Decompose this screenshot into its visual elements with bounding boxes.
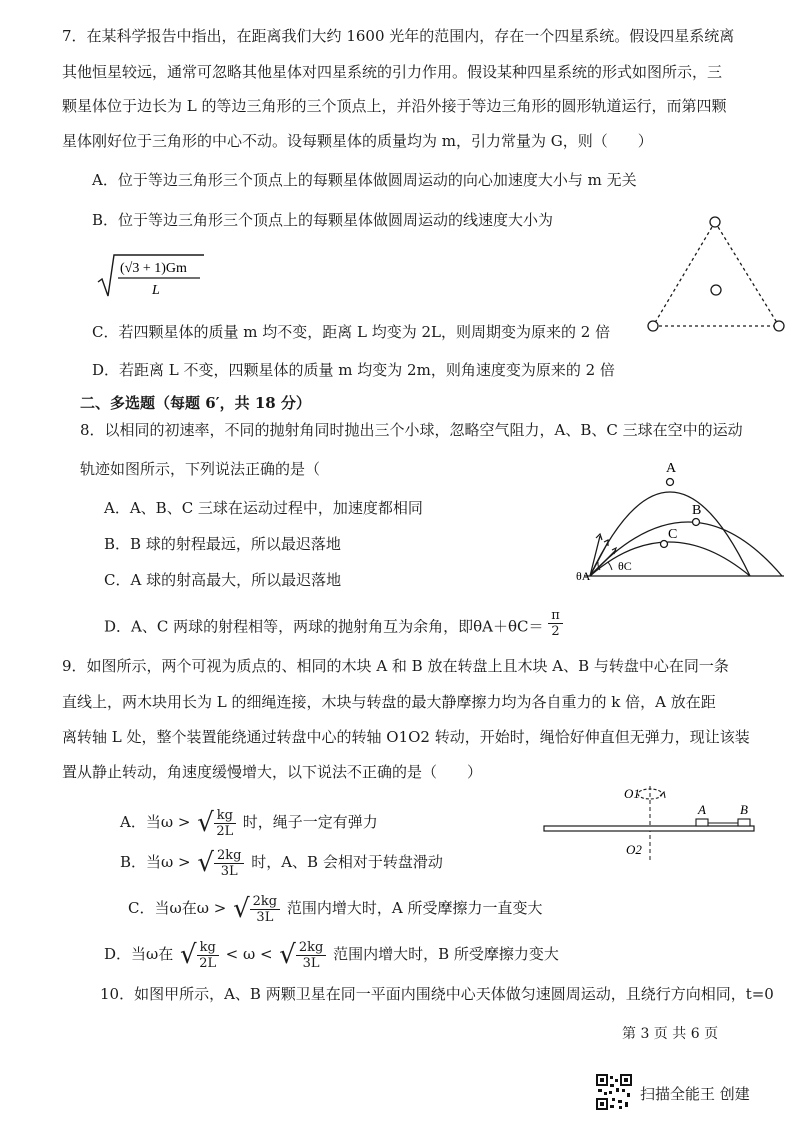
label-theta-c: θC: [618, 559, 632, 573]
radical-sign: √: [197, 848, 214, 878]
q9-stem-line-4: 置从静止转动，角速度缓慢增大，以下说法不正确的是（ ）: [62, 763, 483, 781]
q9-option-d-inequality: < ω <: [225, 945, 273, 963]
fraction-denominator: 3L: [256, 909, 274, 925]
q8-option-b: B．B 球的射程最远，所以最迟落地: [104, 535, 341, 553]
trajectory-c: [590, 542, 750, 576]
q9-option-b-sqrt: [197, 848, 244, 879]
label-c: C: [668, 527, 678, 542]
q9-option-d-sqrt-2: [279, 940, 326, 971]
page-number: 第 3 页 共 6 页: [622, 1026, 719, 1042]
q8-option-a: A．A、B、C 三球在运动过程中，加速度都相同: [104, 499, 423, 517]
q9-option-c-sqrt: [233, 894, 280, 925]
q8-stem-line-1: 8．以相同的初速率，不同的抛射角同时抛出三个小球，忽略空气阻力，A、B、C 三球在空中的运动: [80, 421, 743, 439]
q9-option-c-fraction: [250, 894, 280, 925]
fraction-denominator: 3L: [302, 955, 320, 971]
label-theta-a: θA: [576, 569, 591, 583]
q7-stem-line-3: 颗星体位于边长为 L 的等边三角形的三个顶点上，并沿外接于等边三角形的圆形轨道运行，而第四颗: [62, 97, 727, 115]
velocity-arrow-b: [590, 542, 608, 576]
ball-c: [661, 541, 668, 548]
q7-option-b: B．位于等边三角形三个顶点上的每颗星体做圆周运动的线速度大小为: [92, 211, 554, 229]
angle-arc-c: [608, 562, 612, 570]
radical-sign: √: [279, 940, 296, 970]
q8-option-d: [104, 608, 563, 643]
radical-sign: √: [197, 808, 214, 838]
radical-sign: √: [233, 894, 250, 924]
rotation-arrowhead: [660, 792, 665, 798]
q9-option-c-prefix: C．当ω在ω >: [128, 899, 227, 917]
q7-sqrt-formula: [96, 252, 206, 300]
q9-option-b-suffix: 时，A、B 会相对于转盘滑动: [251, 853, 443, 871]
q7-four-star-figure: [645, 212, 790, 337]
star-bottom-left: [648, 321, 658, 331]
q9-option-a-prefix: A．当ω >: [120, 813, 191, 831]
fraction-denominator: 2: [551, 624, 560, 639]
q9-option-b-prefix: B．当ω >: [120, 853, 191, 871]
label-o2: O2: [626, 842, 642, 857]
q7-formula-denominator: L: [152, 283, 160, 298]
scanner-watermark: 扫描全能王 创建: [640, 1085, 750, 1103]
fraction-denominator: 2L: [199, 955, 217, 971]
q9-turntable-figure: [540, 782, 760, 862]
q9-option-a-fraction: [214, 808, 236, 839]
star-center: [711, 285, 721, 295]
q8-option-c: C．A 球的射高最大，所以最迟落地: [104, 571, 342, 589]
triangle-edge-left: [653, 222, 715, 326]
q10-stem-line-1: 10．如图甲所示，A、B 两颗卫星在同一平面内围绕中心天体做匀速圆周运动，且绕行方向相同，t=0: [100, 985, 774, 1003]
q9-stem-line-3: 离转轴 L 处，整个装置能绕通过转盘中心的转轴 O1O2 转动，开始时，绳恰好伸直但无弹力，现让该装: [62, 728, 750, 746]
ball-a: [667, 479, 674, 486]
fraction-denominator: 3L: [220, 863, 238, 879]
q9-option-a-suffix: 时，绳子一定有弹力: [242, 813, 378, 831]
q9-option-a: [120, 802, 378, 842]
label-o1: O1: [624, 786, 640, 801]
section-2-heading: 二、多选题（每题 6′，共 18 分）: [80, 394, 311, 412]
q9-option-c-suffix: 范围内增大时，A 所受摩擦力一直变大: [286, 899, 543, 917]
label-a: A: [666, 461, 677, 476]
q9-option-d-sqrt-1: [180, 940, 219, 971]
q9-stem-line-2: 直线上，两木块用长为 L 的细绳连接，木块与转盘的最大静摩擦力均为各自重力的 k 倍，A 放在距: [62, 693, 716, 711]
q9-option-c: [128, 888, 543, 928]
q7-formula-numerator: (√3 + 1)Gm: [120, 261, 187, 276]
label-b: B: [740, 802, 748, 817]
fraction-numerator: kg: [197, 940, 219, 956]
q7-stem-line-4: 星体刚好位于三角形的中心不动。设每颗星体的质量均为 m，引力常量为 G，则（ ）: [62, 132, 653, 150]
qr-code-icon: [596, 1074, 632, 1110]
q7-option-a: A．位于等边三角形三个顶点上的每颗星体做圆周运动的向心加速度大小与 m 无关: [92, 171, 637, 189]
block-b: [738, 819, 750, 826]
q9-option-b: [120, 842, 443, 882]
q7-option-b-formula: [96, 252, 206, 304]
q7-option-c: C．若四颗星体的质量 m 均不变，距离 L 均变为 2L，则周期变为原来的 2 倍: [92, 323, 611, 341]
q7-stem-line-1: 7．在某科学报告中指出，在距离我们大约 1600 光年的范围内，存在一个四星系统。假设四星系统离: [62, 27, 735, 45]
block-a: [696, 819, 708, 826]
turntable-disk: [544, 826, 754, 831]
q9-option-d-suffix: 范围内增大时，B 所受摩擦力变大: [333, 945, 559, 963]
q8-option-d-text: D．A、C 两球的射程相等，两球的抛射角互为余角，即θA＋θC＝: [104, 617, 544, 636]
q7-option-d: D．若距离 L 不变，四颗星体的质量 m 均变为 2m，则角速度变为原来的 2 倍: [92, 361, 615, 379]
q9-option-a-sqrt: [197, 808, 236, 839]
label-b: B: [692, 503, 702, 518]
star-top: [710, 217, 720, 227]
q8-option-d-fraction: [548, 608, 563, 639]
q9-option-d-fraction-2: [296, 940, 326, 971]
triangle-edge-right: [715, 222, 779, 326]
fraction-denominator: 2L: [216, 823, 234, 839]
fraction-numerator: 2kg: [214, 848, 244, 864]
fraction-numerator: 2kg: [296, 940, 326, 956]
label-a: A: [698, 802, 706, 817]
radical-sign: √: [180, 940, 197, 970]
q9-stem-line-1: 9．如图所示，两个可视为质点的、相同的木块 A 和 B 放在转盘上且木块 A、B 与转盘中心在同一条: [62, 657, 729, 675]
star-bottom-right: [774, 321, 784, 331]
q7-stem-line-2: 其他恒星较远，通常可忽略其他星体对四星系统的引力作用。假设某种四星系统的形式如图所示，三: [62, 63, 723, 81]
q8-trajectory-figure: [572, 458, 790, 588]
fraction-numerator: π: [548, 608, 563, 624]
fraction-numerator: 2kg: [250, 894, 280, 910]
q8-stem-line-2: 轨迹如图所示，下列说法正确的是（: [80, 460, 321, 478]
fraction-numerator: kg: [214, 808, 236, 824]
q9-option-d-prefix: D．当ω在: [104, 945, 174, 963]
q9-option-d-fraction-1: [197, 940, 219, 971]
q9-option-b-fraction: [214, 848, 244, 879]
q9-option-d: [104, 934, 559, 974]
ball-b: [693, 519, 700, 526]
